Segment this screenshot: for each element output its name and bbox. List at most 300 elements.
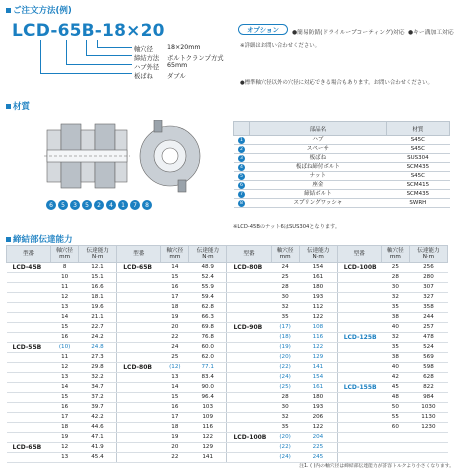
torque-bore: 35 <box>271 313 299 323</box>
part-number-badge: 1 <box>238 137 245 144</box>
torque-model <box>7 283 51 293</box>
torque-capacity: 24.8 <box>79 343 117 353</box>
torque-bore: 35 <box>381 303 409 313</box>
torque-capacity: 83.4 <box>189 373 227 383</box>
torque-bore: 14 <box>161 383 189 393</box>
torque-capacity: 256 <box>409 263 447 273</box>
torque-bore: 13 <box>51 453 79 463</box>
torque-bore: 40 <box>381 363 409 373</box>
torque-bore: 14 <box>51 313 79 323</box>
option-item-2: ●キー溝加工対応 <box>408 30 454 36</box>
part-number-callouts <box>46 200 152 210</box>
torque-bore: 25 <box>271 273 299 283</box>
torque-capacity: 129 <box>189 443 227 453</box>
torque-header-capacity: 伝達能力 N·m <box>79 246 117 263</box>
torque-bore: (12) <box>161 363 189 373</box>
part-number-badge: 2 <box>238 146 245 153</box>
torque-capacity: 21.1 <box>79 313 117 323</box>
torque-row <box>7 343 448 353</box>
torque-capacity: 24.2 <box>79 333 117 343</box>
torque-capacity: 122 <box>189 433 227 443</box>
torque-bore: 18 <box>161 423 189 433</box>
callout-4 <box>106 200 116 210</box>
torque-bore: 50 <box>381 403 409 413</box>
torque-bore: 12 <box>51 443 79 453</box>
torque-bore: 60 <box>381 423 409 433</box>
torque-capacity: 41.9 <box>79 443 117 453</box>
torque-header-model: 型番 <box>227 246 271 263</box>
torque-bore: 45 <box>381 383 409 393</box>
torque-bore: 32 <box>271 303 299 313</box>
torque-bore: 13 <box>51 373 79 383</box>
torque-bore: 20 <box>161 323 189 333</box>
torque-model: LCD-100B <box>337 263 381 273</box>
torque-bore: 12 <box>51 293 79 303</box>
torque-capacity: 327 <box>409 293 447 303</box>
torque-capacity: 37.2 <box>79 393 117 403</box>
torque-capacity: 129 <box>299 353 337 363</box>
torque-bore: 25 <box>381 263 409 273</box>
torque-capacity: 1130 <box>409 413 447 423</box>
torque-bore: 11 <box>51 283 79 293</box>
torque-model <box>337 283 381 293</box>
torque-bore: 38 <box>381 353 409 363</box>
material-part-name: 板ばね <box>250 154 387 163</box>
svg-text:2: 2 <box>97 202 101 209</box>
material-section-title: 材質 <box>13 102 31 112</box>
torque-model <box>7 433 51 443</box>
material-value: SCM435 <box>386 163 449 172</box>
torque-model <box>7 393 51 403</box>
torque-bore: 28 <box>271 393 299 403</box>
torque-row <box>7 373 448 383</box>
torque-row <box>7 293 448 303</box>
torque-capacity: 280 <box>409 273 447 283</box>
material-part-name: スプリングワッシャ <box>250 199 387 208</box>
torque-model <box>7 303 51 313</box>
torque-model <box>227 403 271 413</box>
torque-model <box>117 343 161 353</box>
torque-bore: 32 <box>271 413 299 423</box>
torque-model <box>227 423 271 433</box>
torque-capacity: 39.7 <box>79 403 117 413</box>
material-table <box>233 121 450 208</box>
part-number-badge: 7 <box>238 191 245 198</box>
torque-header-bore: 軸穴径 mm <box>161 246 189 263</box>
torque-model <box>337 363 381 373</box>
torque-bore: (24) <box>271 373 299 383</box>
torque-capacity: 244 <box>409 313 447 323</box>
torque-model <box>227 393 271 403</box>
material-value: SWRH <box>386 199 449 208</box>
torque-model <box>117 393 161 403</box>
svg-text:6: 6 <box>49 202 53 209</box>
callout-5 <box>58 200 68 210</box>
coupling-drawing <box>42 120 202 215</box>
material-value: SCM435 <box>386 190 449 199</box>
torque-model: LCD-55B <box>7 343 51 353</box>
torque-capacity: 109 <box>189 413 227 423</box>
material-row <box>234 172 450 181</box>
section-square-icon <box>6 8 11 13</box>
torque-capacity: 12.1 <box>79 263 117 273</box>
material-row <box>234 163 450 172</box>
torque-capacity: 154 <box>299 263 337 273</box>
torque-bore: (20) <box>271 353 299 363</box>
torque-model <box>337 423 381 433</box>
option-badge: オプション <box>238 24 288 35</box>
torque-capacity <box>409 453 447 463</box>
front-view <box>140 120 200 192</box>
torque-bore: 35 <box>271 423 299 433</box>
material-value: SCM415 <box>386 181 449 190</box>
torque-model <box>337 453 381 463</box>
torque-model <box>117 413 161 423</box>
torque-capacity: 225 <box>299 443 337 453</box>
torque-bore: 17 <box>161 413 189 423</box>
torque-bore: 32 <box>381 293 409 303</box>
torque-header-bore: 軸穴径 mm <box>51 246 79 263</box>
torque-model <box>227 443 271 453</box>
torque-capacity: 47.1 <box>79 433 117 443</box>
torque-bore: 15 <box>161 393 189 403</box>
material-note: ※LCD-45Bのナット6はSUS304となります。 <box>233 224 341 230</box>
section-square-icon <box>6 237 11 242</box>
side-view <box>44 124 130 188</box>
torque-capacity: 628 <box>409 373 447 383</box>
torque-capacity: 193 <box>299 403 337 413</box>
torque-bore: 14 <box>51 383 79 393</box>
torque-model: LCD-65B <box>117 263 161 273</box>
torque-model <box>117 453 161 463</box>
torque-bore: 24 <box>161 343 189 353</box>
torque-model <box>337 403 381 413</box>
torque-capacity: 69.8 <box>189 323 227 333</box>
torque-capacity: 103 <box>189 403 227 413</box>
option-note-2: ●標準軸穴径以外の穴径に対応できる場合もあります。お問い合わせください。 <box>240 80 433 86</box>
torque-model <box>227 293 271 303</box>
torque-header-bore: 軸穴径 mm <box>381 246 409 263</box>
torque-model <box>7 313 51 323</box>
torque-capacity: 108 <box>299 323 337 333</box>
torque-bore: 17 <box>51 413 79 423</box>
order-section-header <box>6 4 72 16</box>
torque-bore: 16 <box>51 403 79 413</box>
torque-capacity: 116 <box>299 333 337 343</box>
torque-bore <box>381 443 409 453</box>
torque-capacity: 257 <box>409 323 447 333</box>
torque-model <box>337 353 381 363</box>
torque-bore: 13 <box>161 373 189 383</box>
part-number-badge: 3 <box>238 155 245 162</box>
torque-row <box>7 423 448 433</box>
torque-header-model: 型番 <box>7 246 51 263</box>
torque-bore: 15 <box>161 273 189 283</box>
torque-header-bore: 軸穴径 mm <box>271 246 299 263</box>
torque-capacity: 29.8 <box>79 363 117 373</box>
torque-capacity: 245 <box>299 453 337 463</box>
torque-capacity: 112 <box>299 303 337 313</box>
torque-bore: (22) <box>271 443 299 453</box>
material-row <box>234 199 450 208</box>
torque-bore: (22) <box>271 363 299 373</box>
torque-row <box>7 443 448 453</box>
torque-bore: 55 <box>381 413 409 423</box>
torque-header-model: 型番 <box>117 246 161 263</box>
torque-model <box>7 453 51 463</box>
torque-model <box>7 273 51 283</box>
torque-model <box>227 453 271 463</box>
torque-model <box>227 313 271 323</box>
torque-bore: 19 <box>51 433 79 443</box>
torque-row <box>7 433 448 443</box>
material-part-name: ハブ <box>250 136 387 145</box>
torque-capacity: 45.4 <box>79 453 117 463</box>
torque-bore <box>381 453 409 463</box>
torque-bore: (10) <box>51 343 79 353</box>
torque-capacity <box>409 433 447 443</box>
torque-model <box>337 433 381 443</box>
material-part-name: 板ばね締付ボルト <box>250 163 387 172</box>
torque-bore: 18 <box>161 303 189 313</box>
torque-capacity: 19.6 <box>79 303 117 313</box>
torque-model <box>227 383 271 393</box>
torque-row <box>7 393 448 403</box>
torque-capacity: 32.2 <box>79 373 117 383</box>
torque-table <box>6 245 448 463</box>
torque-row <box>7 363 448 373</box>
torque-header-capacity: 伝達能力 N·m <box>299 246 337 263</box>
torque-model <box>7 423 51 433</box>
torque-bore: (24) <box>271 453 299 463</box>
torque-bore: 35 <box>381 343 409 353</box>
torque-capacity: 122 <box>299 313 337 323</box>
torque-bore: 40 <box>381 323 409 333</box>
torque-bore: 25 <box>161 353 189 363</box>
torque-row <box>7 313 448 323</box>
torque-row <box>7 273 448 283</box>
torque-row <box>7 383 448 393</box>
torque-header-capacity: 伝達能力 N·m <box>409 246 447 263</box>
torque-section-title: 締結部伝達能力 <box>13 235 73 245</box>
torque-model <box>117 423 161 433</box>
part-number-badge: 6 <box>238 182 245 189</box>
torque-capacity: 141 <box>189 453 227 463</box>
part-number-badge: 5 <box>238 173 245 180</box>
material-row <box>234 154 450 163</box>
torque-model: LCD-80B <box>227 263 271 273</box>
torque-model <box>337 393 381 403</box>
torque-capacity: 60.0 <box>189 343 227 353</box>
torque-bore: (18) <box>271 333 299 343</box>
torque-bore: 13 <box>51 303 79 313</box>
torque-capacity: 204 <box>299 433 337 443</box>
torque-model <box>117 283 161 293</box>
torque-model <box>227 413 271 423</box>
torque-model <box>117 433 161 443</box>
torque-capacity: 822 <box>409 383 447 393</box>
torque-bore: 48 <box>381 393 409 403</box>
torque-model <box>117 293 161 303</box>
torque-model <box>227 353 271 363</box>
torque-capacity: 66.3 <box>189 313 227 323</box>
torque-bore: 11 <box>51 353 79 363</box>
material-part-name: 座金 <box>250 181 387 190</box>
material-row <box>234 145 450 154</box>
svg-text:5: 5 <box>61 202 65 209</box>
torque-model <box>7 323 51 333</box>
torque-capacity: 22.7 <box>79 323 117 333</box>
torque-model <box>117 313 161 323</box>
torque-bore: 22 <box>161 333 189 343</box>
torque-model <box>227 283 271 293</box>
torque-model <box>7 333 51 343</box>
torque-model <box>7 363 51 373</box>
torque-header-capacity: 伝達能力 N·m <box>189 246 227 263</box>
torque-bore: 14 <box>161 263 189 273</box>
torque-row <box>7 303 448 313</box>
torque-row <box>7 353 448 363</box>
torque-capacity: 161 <box>299 273 337 283</box>
torque-capacity: 180 <box>299 283 337 293</box>
torque-model <box>337 443 381 453</box>
torque-capacity: 34.7 <box>79 383 117 393</box>
torque-capacity: 358 <box>409 303 447 313</box>
callout-6 <box>46 200 56 210</box>
torque-capacity: 180 <box>299 393 337 403</box>
torque-model <box>7 413 51 423</box>
torque-row <box>7 283 448 293</box>
torque-capacity: 193 <box>299 293 337 303</box>
material-part-name: スペーサ <box>250 145 387 154</box>
torque-capacity: 161 <box>299 383 337 393</box>
torque-bore: 22 <box>161 453 189 463</box>
torque-model <box>337 323 381 333</box>
torque-model <box>227 303 271 313</box>
torque-model: LCD-90B <box>227 323 271 333</box>
torque-capacity: 96.4 <box>189 393 227 403</box>
torque-model <box>7 383 51 393</box>
torque-header-model: 型番 <box>337 246 381 263</box>
torque-capacity: 154 <box>299 373 337 383</box>
torque-capacity <box>409 443 447 453</box>
torque-model <box>7 353 51 363</box>
torque-capacity: 206 <box>299 413 337 423</box>
material-row <box>234 181 450 190</box>
torque-model <box>337 293 381 303</box>
torque-bore: 17 <box>161 293 189 303</box>
torque-model <box>117 383 161 393</box>
torque-capacity: 122 <box>299 423 337 433</box>
torque-bore: 30 <box>271 293 299 303</box>
material-value: SUS304 <box>386 154 449 163</box>
material-header-number <box>234 122 250 136</box>
torque-model: LCD-80B <box>117 363 161 373</box>
torque-capacity: 59.4 <box>189 293 227 303</box>
torque-model <box>117 443 161 453</box>
torque-bore: 16 <box>161 283 189 293</box>
spec-row-clamp: 締結方法 ボルトクランプ方式 <box>134 55 224 62</box>
callout-2 <box>94 200 104 210</box>
torque-model <box>7 293 51 303</box>
torque-model: LCD-65B <box>7 443 51 453</box>
material-header-part: 部品名 <box>250 122 387 136</box>
torque-bore: (20) <box>271 433 299 443</box>
svg-text:7: 7 <box>133 202 137 209</box>
torque-capacity: 478 <box>409 333 447 343</box>
svg-text:5: 5 <box>85 202 89 209</box>
section-square-icon <box>6 104 11 109</box>
torque-capacity: 77.1 <box>189 363 227 373</box>
torque-row <box>7 413 448 423</box>
callout-5b <box>82 200 92 210</box>
torque-capacity: 44.6 <box>79 423 117 433</box>
torque-model: LCD-45B <box>7 263 51 273</box>
torque-capacity: 122 <box>299 343 337 353</box>
torque-bore: 19 <box>161 433 189 443</box>
torque-section-header <box>6 233 73 245</box>
torque-bore: 8 <box>51 263 79 273</box>
torque-capacity: 1030 <box>409 403 447 413</box>
torque-capacity: 18.1 <box>79 293 117 303</box>
torque-capacity: 15.1 <box>79 273 117 283</box>
torque-bore: 20 <box>161 443 189 453</box>
torque-capacity: 116 <box>189 423 227 433</box>
torque-model: LCD-125B <box>337 333 381 343</box>
torque-capacity: 52.4 <box>189 273 227 283</box>
svg-text:4: 4 <box>109 202 113 209</box>
torque-model <box>227 343 271 353</box>
torque-model <box>117 333 161 343</box>
torque-model <box>117 403 161 413</box>
torque-model <box>337 343 381 353</box>
torque-capacity: 984 <box>409 393 447 403</box>
order-section-title: ご注文方法(例) <box>13 6 72 16</box>
torque-model: LCD-100B <box>227 433 271 443</box>
torque-row <box>7 453 448 463</box>
torque-bore <box>381 433 409 443</box>
material-part-name: ナット <box>250 172 387 181</box>
torque-model <box>117 273 161 283</box>
part-number-badge: 4 <box>238 164 245 171</box>
torque-bore: (17) <box>271 323 299 333</box>
torque-capacity: 16.6 <box>79 283 117 293</box>
model-code: LCD-65B-18×20 <box>12 21 165 41</box>
svg-text:3: 3 <box>73 202 77 209</box>
callout-3 <box>70 200 80 210</box>
torque-bore: 24 <box>271 263 299 273</box>
torque-model <box>117 373 161 383</box>
torque-capacity: 55.9 <box>189 283 227 293</box>
torque-model <box>117 353 161 363</box>
footnote: 注1. ( )内の軸穴径は締結部伝達能力が許容トルクより小さくなります。 <box>299 464 454 469</box>
torque-model <box>117 323 161 333</box>
torque-capacity: 62.0 <box>189 353 227 363</box>
torque-capacity: 27.3 <box>79 353 117 363</box>
torque-model <box>337 313 381 323</box>
torque-bore: 38 <box>381 313 409 323</box>
torque-bore: 32 <box>381 333 409 343</box>
torque-bore: 28 <box>381 273 409 283</box>
material-row <box>234 190 450 199</box>
torque-model <box>227 333 271 343</box>
torque-capacity: 76.8 <box>189 333 227 343</box>
torque-bore: 12 <box>51 363 79 373</box>
torque-model <box>7 373 51 383</box>
material-value: S45C <box>386 145 449 154</box>
callout-1 <box>118 200 128 210</box>
material-value: S45C <box>386 136 449 145</box>
